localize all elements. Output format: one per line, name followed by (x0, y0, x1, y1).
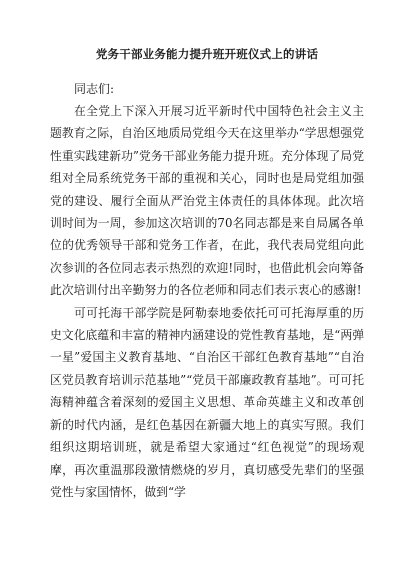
document-title: 党务干部业务能力提升班开班仪式上的讲话 (95, 47, 319, 61)
body-paragraph-2: 可可托海干部学院是阿勒泰地委依托可可托海厚重的历史文化底蕴和丰富的精神内涵建设的党性教育基地，是“两弹一星”爱国主义教育基地、“自治区干部红色教育基地”“自治区党员教育培训示范基地”“党员干部廉政教育基地”。可可托海精神蕴含着深刻的爱国主义思想、革命英雄主义和改革创新的时代内涵，是红色基因在新疆大地上的真实写照。我们组织这期培训班，就是希望大家通过“红色视觉”的现场观摩，再次重温那段激情燃烧的岁月，真切感受先辈们的坚强党性与家国情怀，做到“学 (50, 305, 364, 499)
salutation: 同志们: (74, 82, 115, 96)
body-paragraph-1: 在全党上下深入开展习近平新时代中国特色社会主义主题教育之际，自治区地质局党组今天在这里举办“学思想强党性重实践建新功”党务干部业务能力提升班。充分体现了局党组对全局系统党务干部的重视和关心，同时也是局党组加强党的建设、履行全面从严治党主体责任的具体体现。此次培训时间为一周，参加这次培训的70名同志都是来自局属各单位的优秀领导干部和党务工作者，在此，我代表局党组向此次参训的各位同志表示热烈的欢迎!同时，也借此机会向筹备此次培训付出辛勤努力的各位老师和同志们表示衷心的感谢! (50, 104, 364, 298)
